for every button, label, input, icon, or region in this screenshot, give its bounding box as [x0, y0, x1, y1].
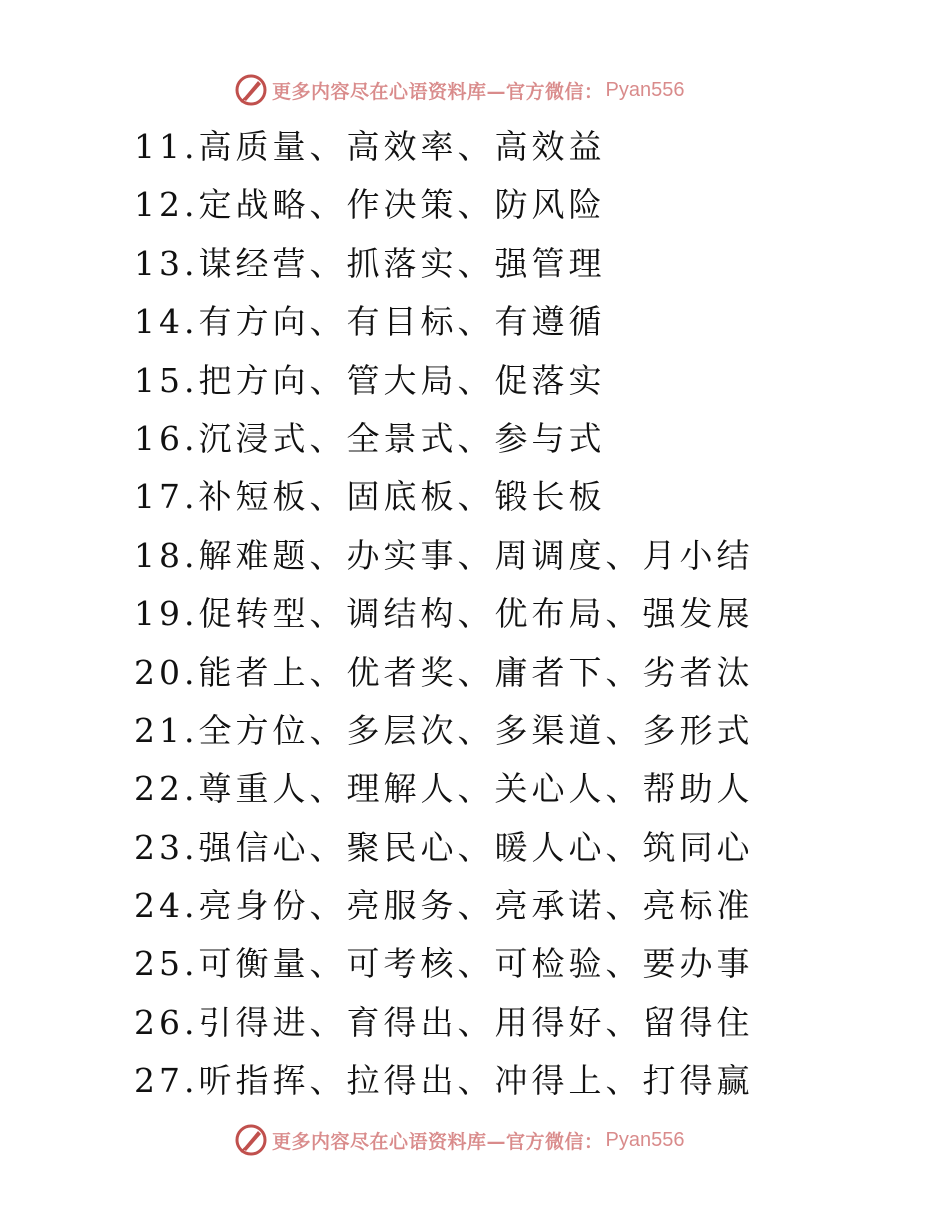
list-item: 18.解难题、办实事、周调度、月小结	[134, 535, 754, 575]
banner-text: 更多内容尽在心语资料库—官方微信：	[272, 1130, 604, 1153]
list-item: 15.把方向、管大局、促落实	[134, 360, 606, 400]
list-item: 19.促转型、调结构、优布局、强发展	[134, 594, 754, 634]
list-item: 11.高质量、高效率、高效益	[134, 127, 606, 166]
list-item: 16.沉浸式、全景式、参与式	[134, 418, 606, 458]
list-item: 13.谋经营、抓落实、强管理	[134, 243, 606, 283]
list-item: 12.定战略、作决策、防风险	[134, 185, 606, 225]
list-item: 21.全方位、多层次、多渠道、多形式	[134, 710, 754, 750]
list-item: 14.有方向、有目标、有遵循	[134, 302, 606, 342]
banner-wechat-handle: Pyan556	[605, 1128, 685, 1151]
banner-text: 更多内容尽在心语资料库—官方微信：	[272, 80, 604, 103]
list-item: 24.亮身份、亮服务、亮承诺、亮标准	[134, 886, 754, 926]
list-item: 26.引得进、育得出、用得好、留得住	[134, 1002, 754, 1042]
quill-logo-icon	[234, 73, 268, 107]
list-item: 17.补短板、固底板、锻长板	[134, 477, 606, 517]
banner-wechat-handle: Pyan556	[605, 78, 685, 101]
phrase-list	[134, 118, 753, 1111]
list-item: 27.听指挥、拉得出、冲得上、打得赢	[134, 1061, 754, 1101]
list-item: 23.强信心、聚民心、暖人心、筑同心	[134, 827, 754, 867]
list-item: 25.可衡量、可考核、可检验、要办事	[134, 944, 754, 984]
list-item: 20.能者上、优者奖、庸者下、劣者汰	[134, 652, 754, 692]
list-item: 22.尊重人、理解人、关心人、帮助人	[134, 769, 754, 809]
header-watermark-banner	[234, 72, 684, 108]
footer-watermark-banner	[234, 1122, 684, 1158]
quill-logo-icon	[234, 1123, 268, 1157]
